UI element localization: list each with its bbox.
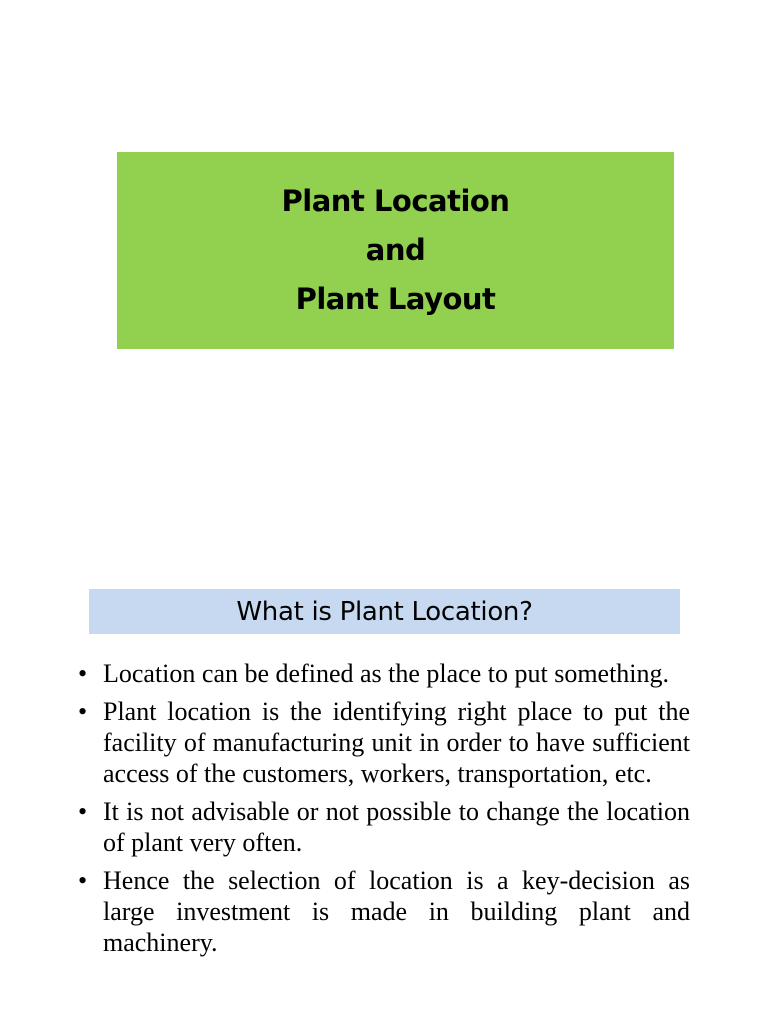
bullet-icon: • (78, 659, 88, 688)
bullet-text: Location can be defined as the place to put something. (103, 659, 670, 688)
title-box (117, 152, 674, 349)
list-item (78, 658, 690, 689)
bullet-text: Hence the selection of location is a key-decision as large investment is made in building plant and machinery. (103, 866, 690, 957)
bullet-icon: • (78, 697, 88, 726)
list-item (78, 796, 690, 858)
title-line-3: Plant Layout (295, 282, 496, 316)
list-item (78, 865, 690, 958)
bullet-text: It is not advisable or not possible to change the location of plant very often. (103, 797, 690, 857)
bullet-list (78, 658, 690, 965)
section-header (89, 589, 680, 634)
bullet-icon: • (78, 866, 88, 895)
bullet-text: Plant location is the identifying right place to put the facility of manufacturing unit in order to have sufficient access of the customers, workers, transportation, etc. (103, 697, 690, 788)
title-line-1: Plant Location (281, 184, 510, 218)
list-item (78, 696, 690, 789)
section-heading: What is Plant Location? (236, 596, 533, 627)
title-line-2: and (365, 233, 426, 267)
bullet-icon: • (78, 797, 88, 826)
